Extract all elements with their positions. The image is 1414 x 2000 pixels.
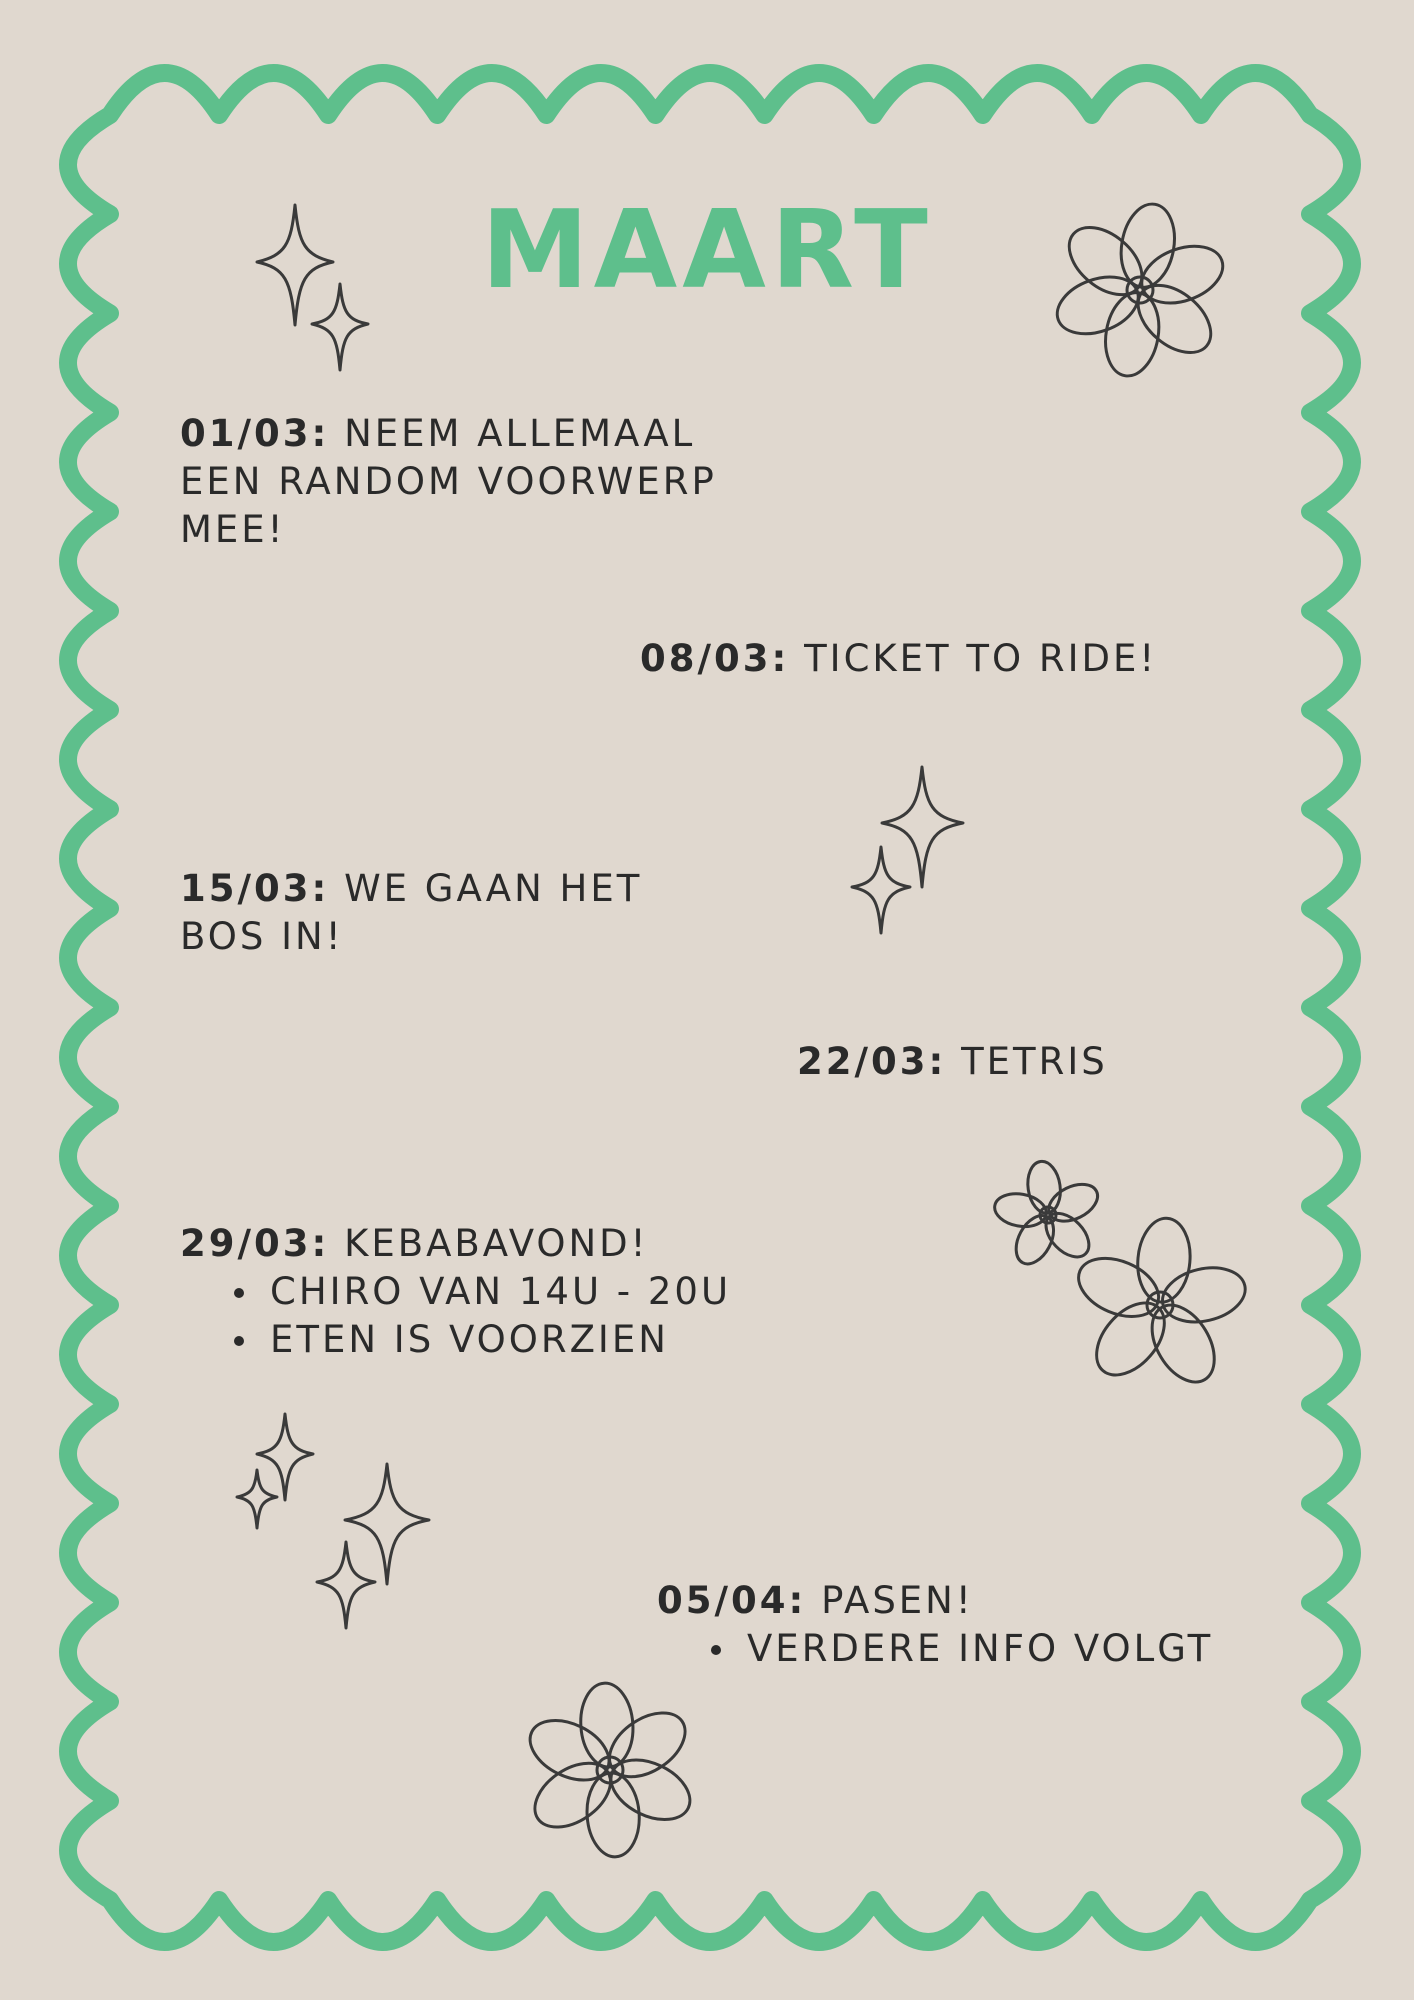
event-text: TETRIS (961, 1040, 1108, 1083)
sparkle-icon (310, 282, 370, 372)
event-2903 (180, 1220, 880, 1364)
sparkle-icon (315, 1540, 377, 1630)
event-date: 08/03: (640, 637, 790, 680)
event-1503 (180, 865, 700, 961)
sparkle-icon (850, 845, 912, 935)
event-0103 (180, 410, 780, 554)
event-date: 01/03: (180, 412, 330, 455)
event-text: PASEN! (821, 1579, 974, 1622)
event-text: NEEM ALLEMAAL EEN RANDOM VOORWERP MEE! (180, 412, 717, 551)
event-date: 05/04: (657, 1579, 807, 1622)
page-title: MAART (481, 188, 933, 313)
event-text: TICKET TO RIDE! (804, 637, 1158, 680)
bullet-item: ETEN IS VOORZIEN (270, 1316, 880, 1364)
event-date: 15/03: (180, 867, 330, 910)
event-bullets (657, 1625, 1297, 1673)
event-0504 (657, 1577, 1297, 1673)
event-text: KEBABAVOND! (344, 1222, 649, 1265)
flower-icon (515, 1680, 705, 1860)
sparkle-icon (235, 1468, 279, 1530)
bullet-item: VERDERE INFO VOLGT (747, 1625, 1297, 1673)
event-2203 (797, 1038, 1108, 1086)
event-date: 29/03: (180, 1222, 330, 1265)
event-date: 22/03: (797, 1040, 947, 1083)
event-bullets (180, 1268, 880, 1364)
flower-icon (1063, 1215, 1258, 1395)
event-0803 (640, 635, 1157, 683)
event-text: WE GAAN HET BOS IN! (180, 867, 643, 958)
bullet-item: CHIRO VAN 14U - 20U (270, 1268, 880, 1316)
flower-icon (1045, 200, 1235, 380)
